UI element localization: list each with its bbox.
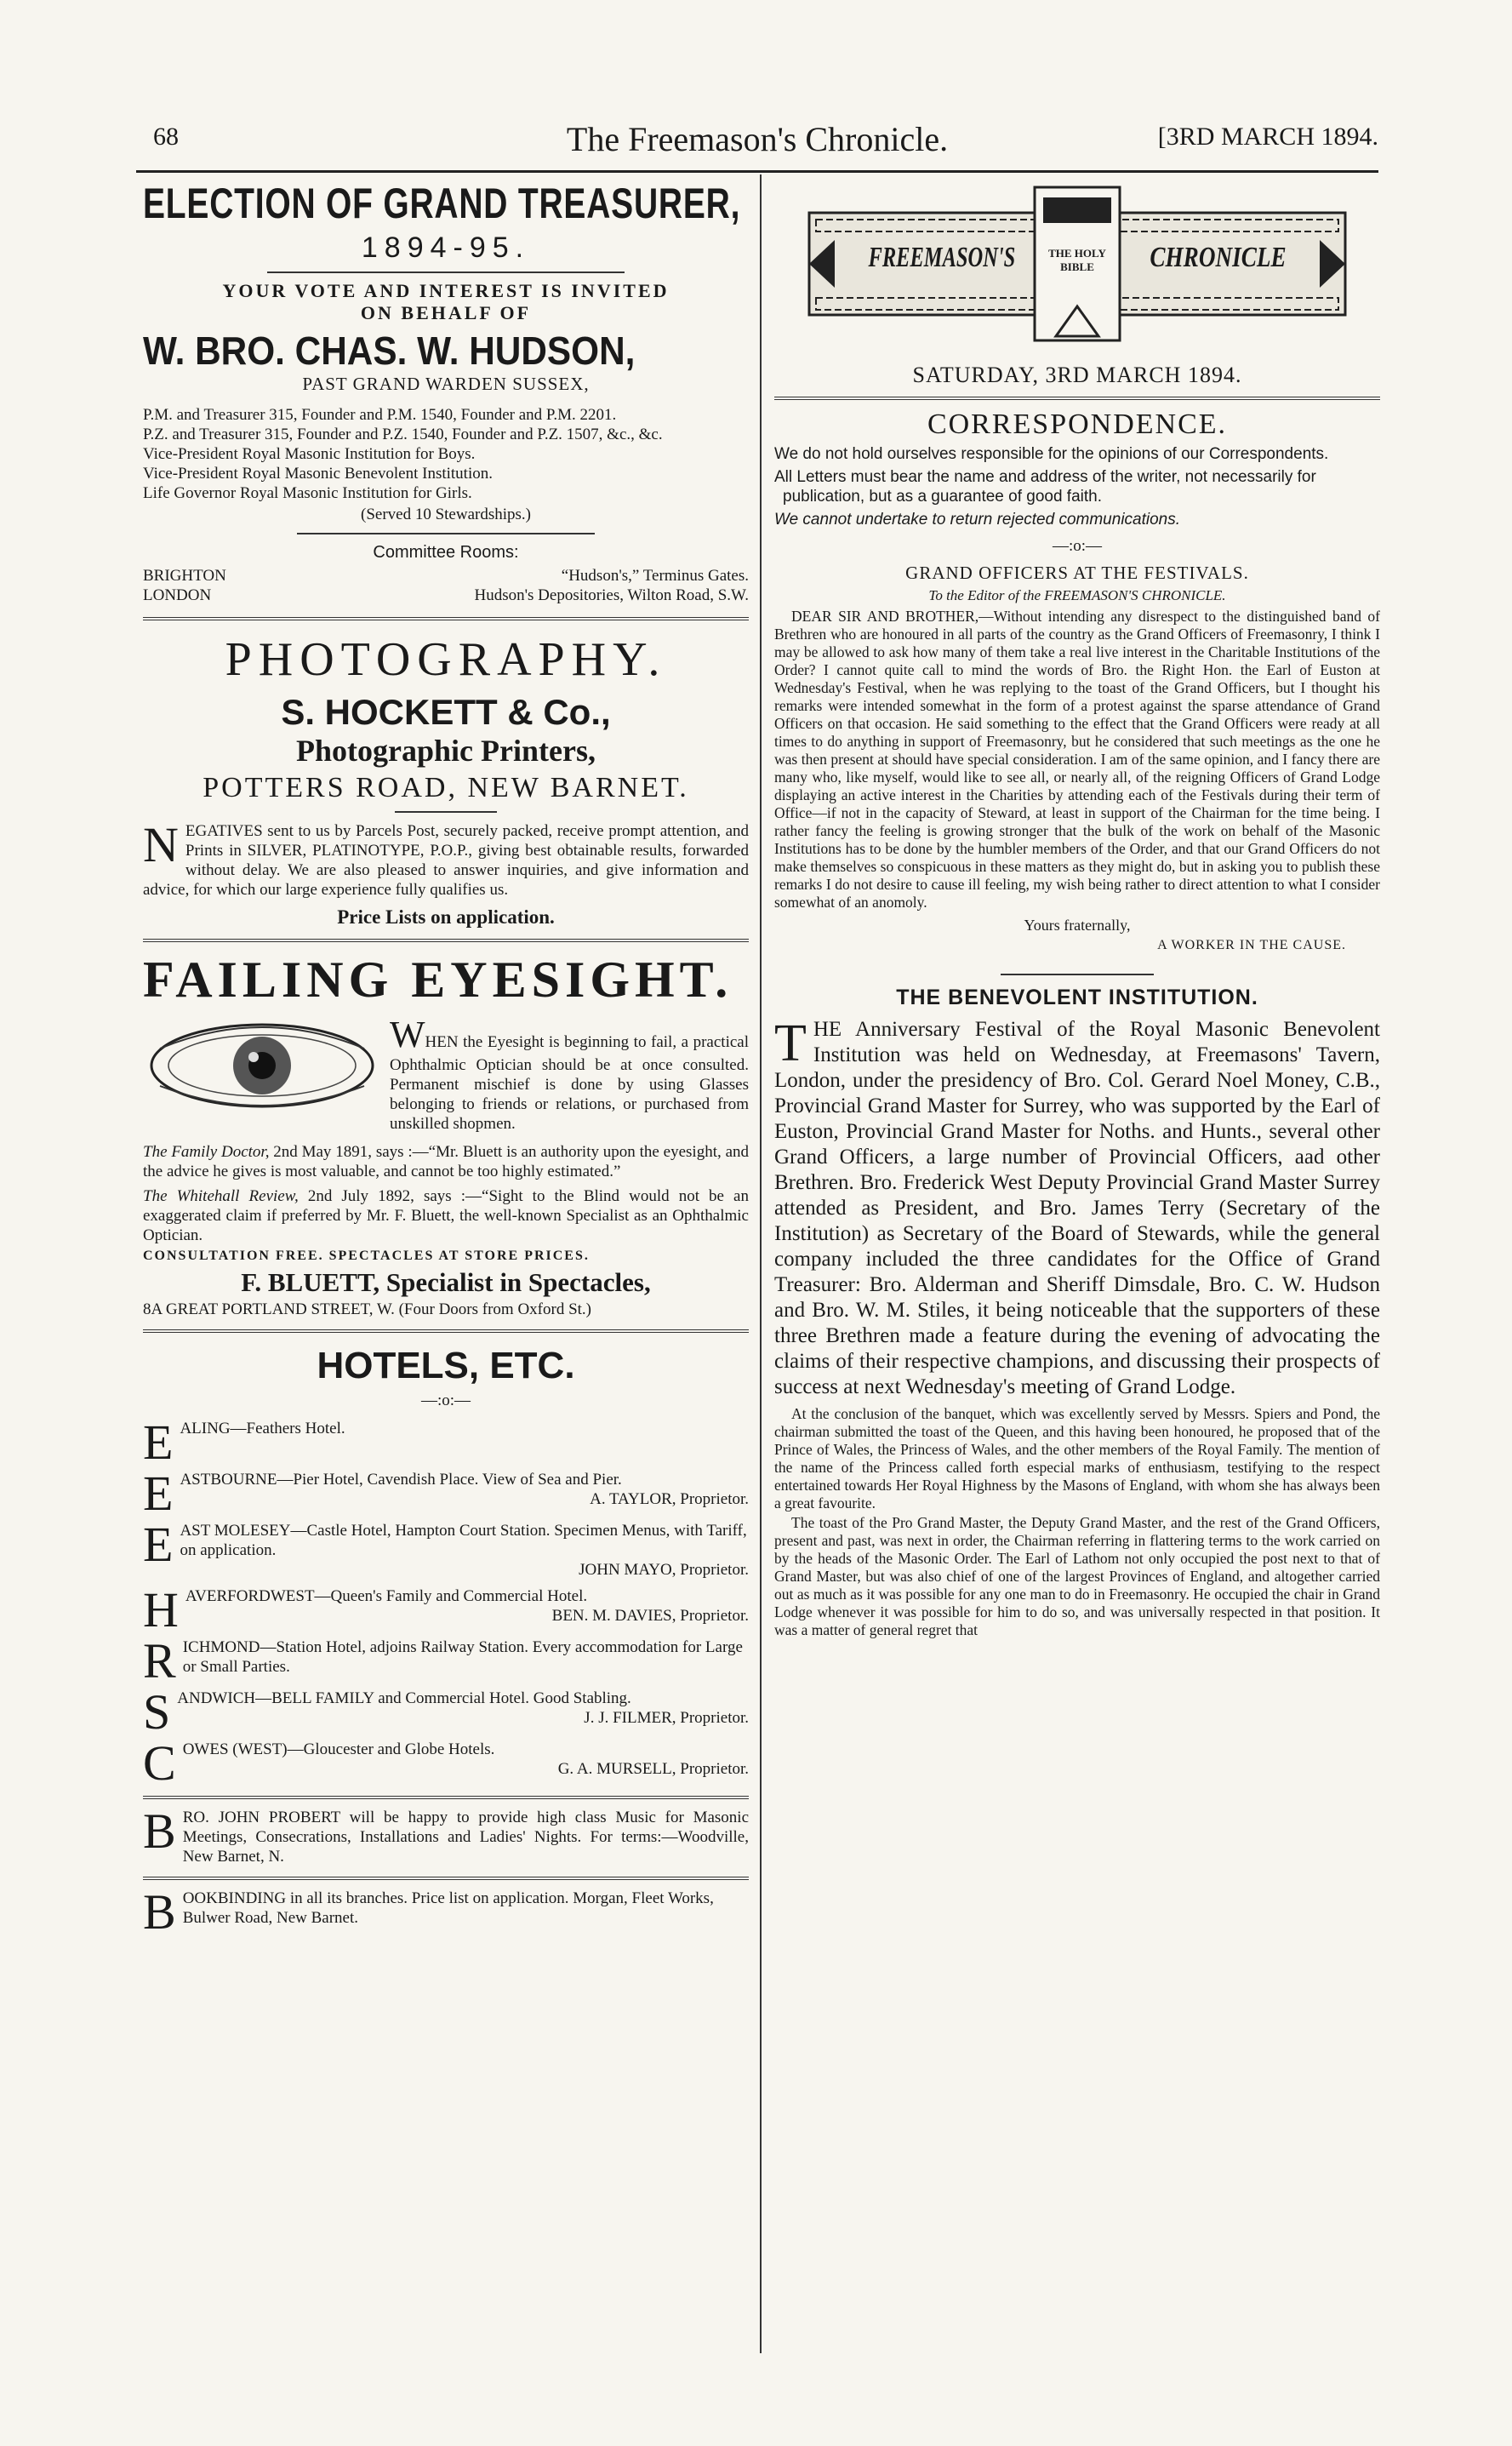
left-column: [143, 179, 749, 1933]
office-line: Life Governor Royal Masonic Institution for Girls.: [143, 484, 472, 502]
letter-signature: A WORKER IN THE CAUSE.: [1157, 938, 1346, 952]
photography-advert: [143, 632, 749, 929]
right-column: [774, 179, 1380, 1639]
optician-name: F. BLUETT, Specialist in Spectacles,: [241, 1267, 651, 1297]
separator: —:o:—: [420, 1392, 471, 1409]
section-rule: [143, 1329, 749, 1333]
bookbinding-notice: B OOKBINDING in all its branches. Price list on application. Morgan, Fleet Works, Bulwer Road, New Barnet.: [143, 1889, 714, 1933]
candidate-name: W. BRO. CHAS. W. HUDSON,: [143, 329, 636, 373]
masthead-book: THE HOLY BIBLE: [1048, 247, 1106, 273]
committee-room: [143, 566, 749, 586]
photo-firm: S. HOCKETT & Co.,: [281, 692, 611, 732]
masthead-word-left: FREEMASON'S: [868, 242, 1016, 273]
rule: [395, 811, 497, 813]
eyesight-advert: [143, 951, 749, 1319]
stewardships: (Served 10 Stewardships.): [361, 506, 531, 523]
hotel-entry: E ASTBOURNE—Pier Hotel, Cavendish Place. View of Sea and Pier. A. TAYLOR, Proprietor.: [143, 1470, 749, 1514]
editorial-notice: All Letters must bear the name and address of the writer, not necessarily for publication, but as a guarantee of good faith.: [774, 468, 1316, 506]
office-line: Vice-President Royal Masonic Benevolent Institution.: [143, 465, 493, 483]
header-rule: [136, 170, 1378, 173]
rule: [774, 397, 1380, 400]
hotel-entry: H AVERFORDWEST—Queen's Family and Commercial Hotel. BEN. M. DAVIES, Proprietor.: [143, 1586, 749, 1631]
photo-address: POTTERS ROAD, NEW BARNET.: [203, 772, 689, 803]
hotel-entry: C OWES (WEST)—Gloucester and Globe Hotels. G. A. MURSELL, Proprietor.: [143, 1740, 749, 1784]
eyesight-intro-block: [143, 1014, 749, 1134]
consultation-note: CONSULTATION FREE. SPECTACLES AT STORE PRICES.: [143, 1249, 590, 1263]
section-rule: [143, 939, 749, 942]
drop-cap: N: [143, 817, 179, 872]
section-rule: [143, 617, 749, 620]
election-years: 1894-95.: [361, 231, 531, 264]
invite-line-1: YOUR VOTE AND INTEREST IS INVITED: [222, 280, 670, 301]
hotel-entry: S ANDWICH—BELL FAMILY and Commercial Hotel. Good Stabling. J. J. FILMER, Proprietor.: [143, 1689, 749, 1733]
letter-body: DEAR SIR AND BROTHER,—Without intending any disrespect to the distinguished band of Brethren who are honoured in all parts of the country as the Grand Officers of Freemasonry, I think I may be allowed to ask how many of them take a real live interest in the Charitable Institutions of the Order? I cannot quite call to mind the words of Bro. the Right Hon. the Earl of Euston at Wednesday's Festival, when he was replying to the toast of the Grand Officers, but I thought his remarks were intended somewhat in the form of a protest against the sparse attendance of Grand Officers on that occasion. He said something to the effect that the Grand Officers were ready at all times to do anything in support of Freemasonry, but he considered that such meetings as the one he was then present at should have special consideration. I am of the same opinion, and I fancy there are many who, like myself, would like to see all, or nearly all, of the reigning Officers of Grand Lodge displaying an active interest in the Charities by attending each of the Festivals during their term of Office—if not in the capacity of Steward, at least in support of the Chairman for the time being. I rather fancy the feeling is growing stronger that the bulk of the work on behalf of the Masonic Institutions has to be done by the humbler members of the Order, and that our Grand Officers do not make themselves so conspicuous in these matters as they might do, but in asking you to publish these remarks I do not desire to cause ill feeling, my wish being rather to direct attention to what I consider somewhat of an anomoly.: [774, 608, 1380, 911]
section-rule: [143, 1877, 749, 1880]
election-title: ELECTION OF GRAND TREASURER,: [143, 180, 741, 227]
photo-title: PHOTOGRAPHY.: [225, 633, 667, 686]
letter-closing: Yours fraternally,: [1024, 917, 1131, 934]
photo-body: N EGATIVES sent to us by Parcels Post, securely packed, receive prompt attention, and Prints in SILVER, PLATINOTYPE, P.O.P., giving best obtainable results, forwarded without delay. We are also pleased to answer inquiries, and give information and advice, for which our large experience fully qualifies us.: [143, 817, 749, 899]
article-title: THE BENEVOLENT INSTITUTION.: [896, 986, 1258, 1009]
price-note: Price Lists on application.: [337, 906, 555, 928]
editorial-notice: We do not hold ourselves responsible for the opinions of our Correspondents.: [774, 445, 1329, 463]
benevolent-article: [774, 986, 1380, 1639]
issue-date: [3RD MARCH 1894.: [1157, 123, 1378, 151]
office-line: P.Z. and Treasurer 315, Founder and P.Z. 1540, Founder and P.Z. 1507, &c., &c.: [143, 426, 663, 443]
rule: [297, 533, 595, 534]
election-advert: [143, 179, 749, 605]
hotel-entry: E AST MOLESEY—Castle Hotel, Hampton Court Station. Specimen Menus, with Tariff, on application. JOHN MAYO, Proprietor.: [143, 1521, 749, 1579]
office-line: P.M. and Treasurer 315, Founder and P.M. 1540, Founder and P.M. 2201.: [143, 406, 617, 424]
testimonial: The Whitehall Review, 2nd July 1892, says :—“Sight to the Blind would not be an exaggerated claim if preferred by Mr. F. Bluett, the well-known Specialist as an Ophthalmic Optician.: [143, 1187, 749, 1244]
masthead-word-right: CHRONICLE: [1150, 242, 1287, 273]
offices-list: [143, 405, 749, 503]
committee-heading: Committee Rooms:: [373, 543, 519, 562]
optician-address: 8A GREAT PORTLAND STREET, W. (Four Doors from Oxford St.): [143, 1300, 591, 1318]
committee-room: [143, 586, 749, 605]
eyesight-intro: WHEN the Eyesight is beginning to fail, a practical Ophthalmic Optician should be at once consulted. Permanent mischief is done by using Glasses belonging to friends or relations, or purchased from unskilled shopmen.: [390, 1014, 749, 1133]
room-place: “Hudson's,” Terminus Gates.: [561, 567, 749, 585]
eyesight-title: FAILING EYESIGHT.: [143, 952, 733, 1008]
page-number: 68: [153, 123, 179, 151]
column-divider: [760, 174, 762, 2353]
correspondence-heading: CORRESPONDENCE.: [927, 409, 1228, 440]
letter-grand-officers: [774, 563, 1380, 953]
photo-trade: Photographic Printers,: [296, 734, 596, 768]
hotels-title: HOTELS, ETC.: [317, 1345, 575, 1386]
eye-illustration-icon: [143, 1014, 381, 1117]
article-paragraph: At the conclusion of the banquet, which was excellently served by Messrs. Spiers and Pond, the chairman submitted the toast of the Queen, and this having been honoured, he proposed that of the Prince of Wales, the Princess of Wales, and the other members of the Royal Family. The mention of the name of the Princess called forth especial marks of enthusiasm, testifying to the respect entertained towards Her Royal Highness by the Masons of England, with whom she has always been a great favourite.: [774, 1405, 1380, 1512]
room-town: LONDON: [143, 586, 212, 604]
hotel-entry: R ICHMOND—Station Hotel, adjoins Railway Station. Every accommodation for Large or Small Parties.: [143, 1637, 743, 1682]
running-header: [136, 119, 1378, 162]
letter-addressee: To the Editor of the FREEMASON'S CHRONICLE.: [928, 587, 1226, 603]
article-paragraph: The toast of the Pro Grand Master, the Deputy Grand Master, and the rest of the Grand Officers, present and past, was next in order, the Chairman referring in flattering terms to the work carried on by the heads of the Masonic Order. The Earl of Lathom not only occupied the post next to that of Grand Master, but was also chief of one of the largest Provinces of England, and altogether carried out as much as it was possible for any one man to do in Freemasonry. He occupied the chair in Grand Lodge whenever it was possible for him to do so, and was universally respected in that position. It was a matter of general regret that: [774, 1514, 1380, 1638]
section-rule: [143, 1796, 749, 1799]
letter-title: GRAND OFFICERS AT THE FESTIVALS.: [905, 563, 1249, 583]
separator: —:o:—: [1052, 537, 1103, 555]
masthead-logo: [801, 179, 1354, 349]
testimonial: The Family Doctor, 2nd May 1891, says :—“Mr. Bluett is an authority upon the eyesight, and the advice he gives is most valuable, and cannot be too highly estimated.”: [143, 1143, 749, 1180]
hotels-listing: [143, 1345, 749, 1784]
dateline: SATURDAY, 3RD MARCH 1894.: [912, 363, 1242, 387]
article-paragraph: T HE Anniversary Festival of the Royal Masonic Benevolent Institution was held on Wednesday, at Freemasons' Tavern, London, under the presidency of Bro. Col. Gerard Noel Money, C.B., Provincial Grand Master for Surrey, who was supported by the Earl of Euston, Provincial Grand Master for Noths. and Hunts., several other Grand Officers, a large number of Provincial Officers, aad other Brethren. Bro. Frederick West Deputy Provincial Grand Master Surrey attended as President, and Bro. James Terry (Secretary of the Institution) as Secretary of the Board of Stewards, while the general company included the three candidates for the Office of Grand Treasurer: Bro. Alderman and Sheriff Dimsdale, Bro. C. W. Hudson and Bro. W. M. Stiles, it being noticeable that the supporters of these three Brethren made a feature during the evening of advocating the claims of their respective champions, and discussing their prospects of success at next Wednesday's meeting of Grand Lodge.: [774, 1014, 1380, 1398]
room-place: Hudson's Depositories, Wilton Road, S.W.: [474, 586, 749, 604]
hotel-entry: E ALING—Feathers Hotel.: [143, 1419, 345, 1463]
candidate-rank: PAST GRAND WARDEN SUSSEX,: [302, 374, 590, 394]
rule: [267, 271, 625, 273]
invite-line-2: ON BEHALF OF: [360, 302, 532, 323]
room-town: BRIGHTON: [143, 567, 226, 585]
office-line: Vice-President Royal Masonic Institution for Boys.: [143, 445, 476, 463]
editorial-notice: We cannot undertake to return rejected communications.: [774, 511, 1181, 529]
publication-title: The Freemason's Chronicle.: [566, 120, 949, 158]
rule: [1001, 974, 1154, 975]
probert-notice: B RO. JOHN PROBERT will be happy to provide high class Music for Masonic Meetings, Consecrations, Installations and Ladies' Nights. For terms:—Woodville, New Barnet, N.: [143, 1808, 749, 1866]
